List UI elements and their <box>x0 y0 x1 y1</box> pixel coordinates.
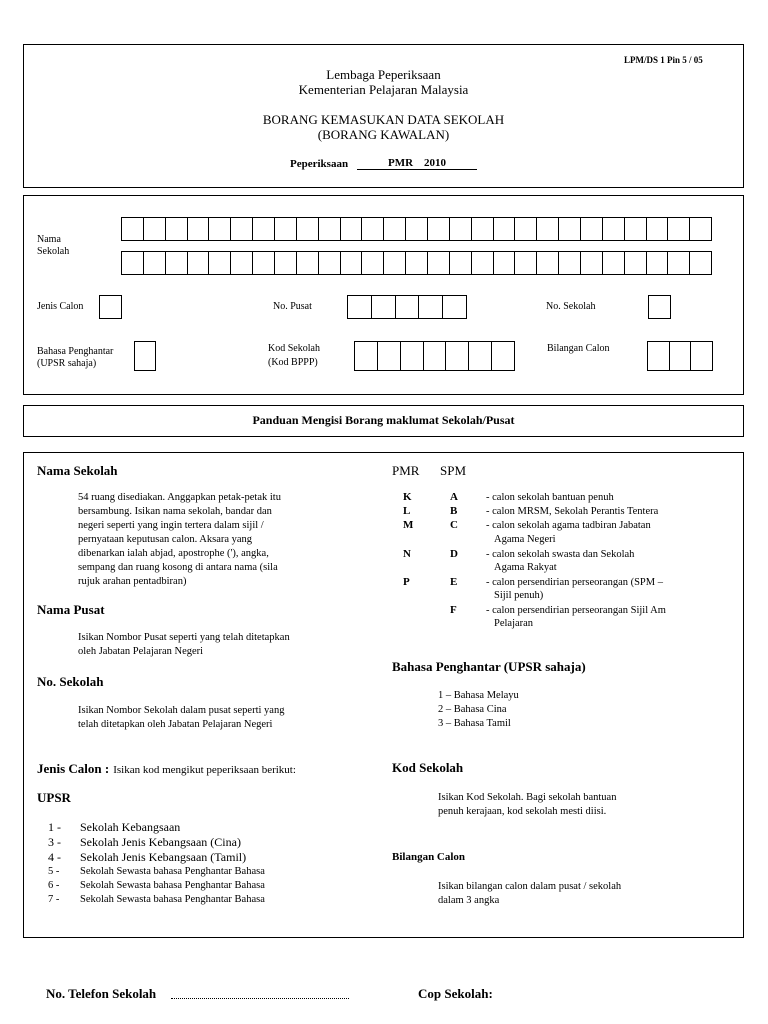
upsr-item: Sekolah Kebangsaan <box>80 820 181 834</box>
pmr-code: P <box>403 576 410 588</box>
bahasa-penghantar-label-2: (UPSR sahaja) <box>37 358 97 369</box>
spm-code: A <box>450 491 458 503</box>
upsr-item: Sekolah Sewasta bahasa Penghantar Bahasa <box>80 894 265 905</box>
kod-sekolah-label: Kod Sekolah <box>268 343 320 354</box>
jenis-calon-label: Jenis Calon <box>37 301 84 312</box>
spm-code: B <box>450 505 458 517</box>
kod-sekolah-boxes[interactable] <box>354 341 515 371</box>
nama-sekolah-text: 54 ruang disediakan. Anggapkan petak-petak itu bersambung. Isikan nama sekolah, bandar dan negeri seperti yang ingin tertera dalam sijil / pernyataan keputusan calon. Aksara yang dibenarkan ialah abjad, apostrophe ('), angka, sempang dan ruang kosong di antara nama (sila rujuk arahan pentadbiran) <box>78 492 281 587</box>
exam-label: Peperiksaan <box>290 158 349 170</box>
form-title: BORANG KEMASUKAN DATA SEKOLAH <box>262 112 505 127</box>
pmr-code: N <box>403 548 411 560</box>
code-desc-cont: Pelajaran <box>494 618 534 629</box>
pmr-code: M <box>403 519 414 531</box>
upsr-item: Sekolah Jenis Kebangsaan (Tamil) <box>80 850 247 864</box>
spm-heading: SPM <box>440 463 467 478</box>
bilangan-calon-heading: Bilangan Calon <box>392 851 466 863</box>
bahasa-item: 1 – Bahasa Melayu <box>438 690 519 701</box>
no-pusat-boxes[interactable] <box>347 295 467 319</box>
no-sekolah-label: No. Sekolah <box>546 301 596 312</box>
guide-title: Panduan Mengisi Borang maklumat Sekolah/Pusat <box>252 413 515 427</box>
jenis-calon-heading: Jenis Calon : <box>37 761 110 776</box>
telefon-label: No. Telefon Sekolah <box>46 986 157 1001</box>
upsr-code: 1 - <box>48 820 61 834</box>
kod-sekolah-text: Isikan Kod Sekolah. Bagi sekolah bantuan penuh kerajaan, kod sekolah mesti diisi. <box>438 792 617 817</box>
no-pusat-label: No. Pusat <box>273 301 312 312</box>
upsr-item: Sekolah Sewasta bahasa Penghantar Bahasa <box>80 880 265 891</box>
jenis-calon-box[interactable] <box>99 295 122 319</box>
bilangan-calon-text: Isikan bilangan calon dalam pusat / sekolah dalam 3 angka <box>438 881 622 906</box>
spm-code: E <box>450 576 458 588</box>
code-desc: - calon persendirian perseorangan Sijil Am <box>486 605 666 616</box>
upsr-code: 3 - <box>48 835 61 849</box>
code-desc-cont: Agama Rakyat <box>494 562 557 573</box>
pmr-heading: PMR <box>392 463 420 478</box>
pmr-code: K <box>403 491 412 503</box>
kod-sekolah-label-2: (Kod BPPP) <box>268 357 318 368</box>
nama-sekolah-heading: Nama Sekolah <box>37 463 118 478</box>
code-desc: - calon sekolah swasta dan Sekolah <box>486 549 635 560</box>
no-sekolah-text: Isikan Nombor Sekolah dalam pusat seperti yang telah ditetapkan oleh Jabatan Pelajaran Negeri <box>78 705 285 730</box>
upsr-code: 4 - <box>48 850 61 864</box>
no-sekolah-box[interactable] <box>648 295 671 319</box>
no-sekolah-heading: No. Sekolah <box>37 674 104 689</box>
bahasa-penghantar-label: Bahasa Penghantar <box>37 346 114 357</box>
bahasa-item: 2 – Bahasa Cina <box>438 704 507 715</box>
upsr-code: 7 - <box>48 894 60 905</box>
upsr-item: Sekolah Jenis Kebangsaan (Cina) <box>80 835 241 849</box>
exam-value: PMR 2010 <box>357 157 477 170</box>
upsr-item: Sekolah Sewasta bahasa Penghantar Bahasa <box>80 866 265 877</box>
code-desc: - calon persendirian perseorangan (SPM – <box>486 577 663 588</box>
upsr-code: 5 - <box>48 866 60 877</box>
nama-pusat-heading: Nama Pusat <box>37 602 105 617</box>
nama-pusat-text: Isikan Nombor Pusat seperti yang telah ditetapkan oleh Jabatan Pelajaran Negeri <box>78 632 290 657</box>
code-desc-cont: Agama Negeri <box>494 534 556 545</box>
nama-sekolah-boxes-row1[interactable] <box>121 217 712 241</box>
jenis-calon-text: Isikan kod mengikut peperiksaan berikut: <box>113 764 296 776</box>
telefon-field[interactable] <box>171 997 349 999</box>
form-subtitle: (BORANG KAWALAN) <box>317 127 450 142</box>
ministry-name: Kementerian Pelajaran Malaysia <box>298 82 469 97</box>
bilangan-calon-boxes[interactable] <box>647 341 713 371</box>
nama-sekolah-label-2: Sekolah <box>37 246 70 257</box>
code-desc: - calon MRSM, Sekolah Perantis Tentera <box>486 506 659 517</box>
code-desc: - calon sekolah bantuan penuh <box>486 492 614 503</box>
code-desc: - calon sekolah agama tadbiran Jabatan <box>486 520 651 531</box>
spm-code: F <box>450 604 457 616</box>
kod-sekolah-heading: Kod Sekolah <box>392 760 464 775</box>
spm-code: D <box>450 548 458 560</box>
cop-sekolah-label: Cop Sekolah: <box>418 986 493 1001</box>
upsr-code: 6 - <box>48 880 60 891</box>
bahasa-item: 3 – Bahasa Tamil <box>438 718 511 729</box>
form-reference: LPM/DS 1 Pin 5 / 05 <box>624 55 703 65</box>
jenis-calon-line <box>37 760 296 778</box>
nama-sekolah-label: Nama <box>37 234 61 245</box>
org-name: Lembaga Peperiksaan <box>326 67 441 82</box>
bahasa-penghantar-box[interactable] <box>134 341 156 371</box>
spm-code: C <box>450 519 458 531</box>
bahasa-heading: Bahasa Penghantar (UPSR sahaja) <box>392 659 586 674</box>
nama-sekolah-boxes-row2[interactable] <box>121 251 712 275</box>
bilangan-calon-label: Bilangan Calon <box>547 343 610 354</box>
code-desc-cont: Sijil penuh) <box>494 590 544 601</box>
upsr-heading: UPSR <box>37 790 71 805</box>
pmr-code: L <box>403 505 411 517</box>
